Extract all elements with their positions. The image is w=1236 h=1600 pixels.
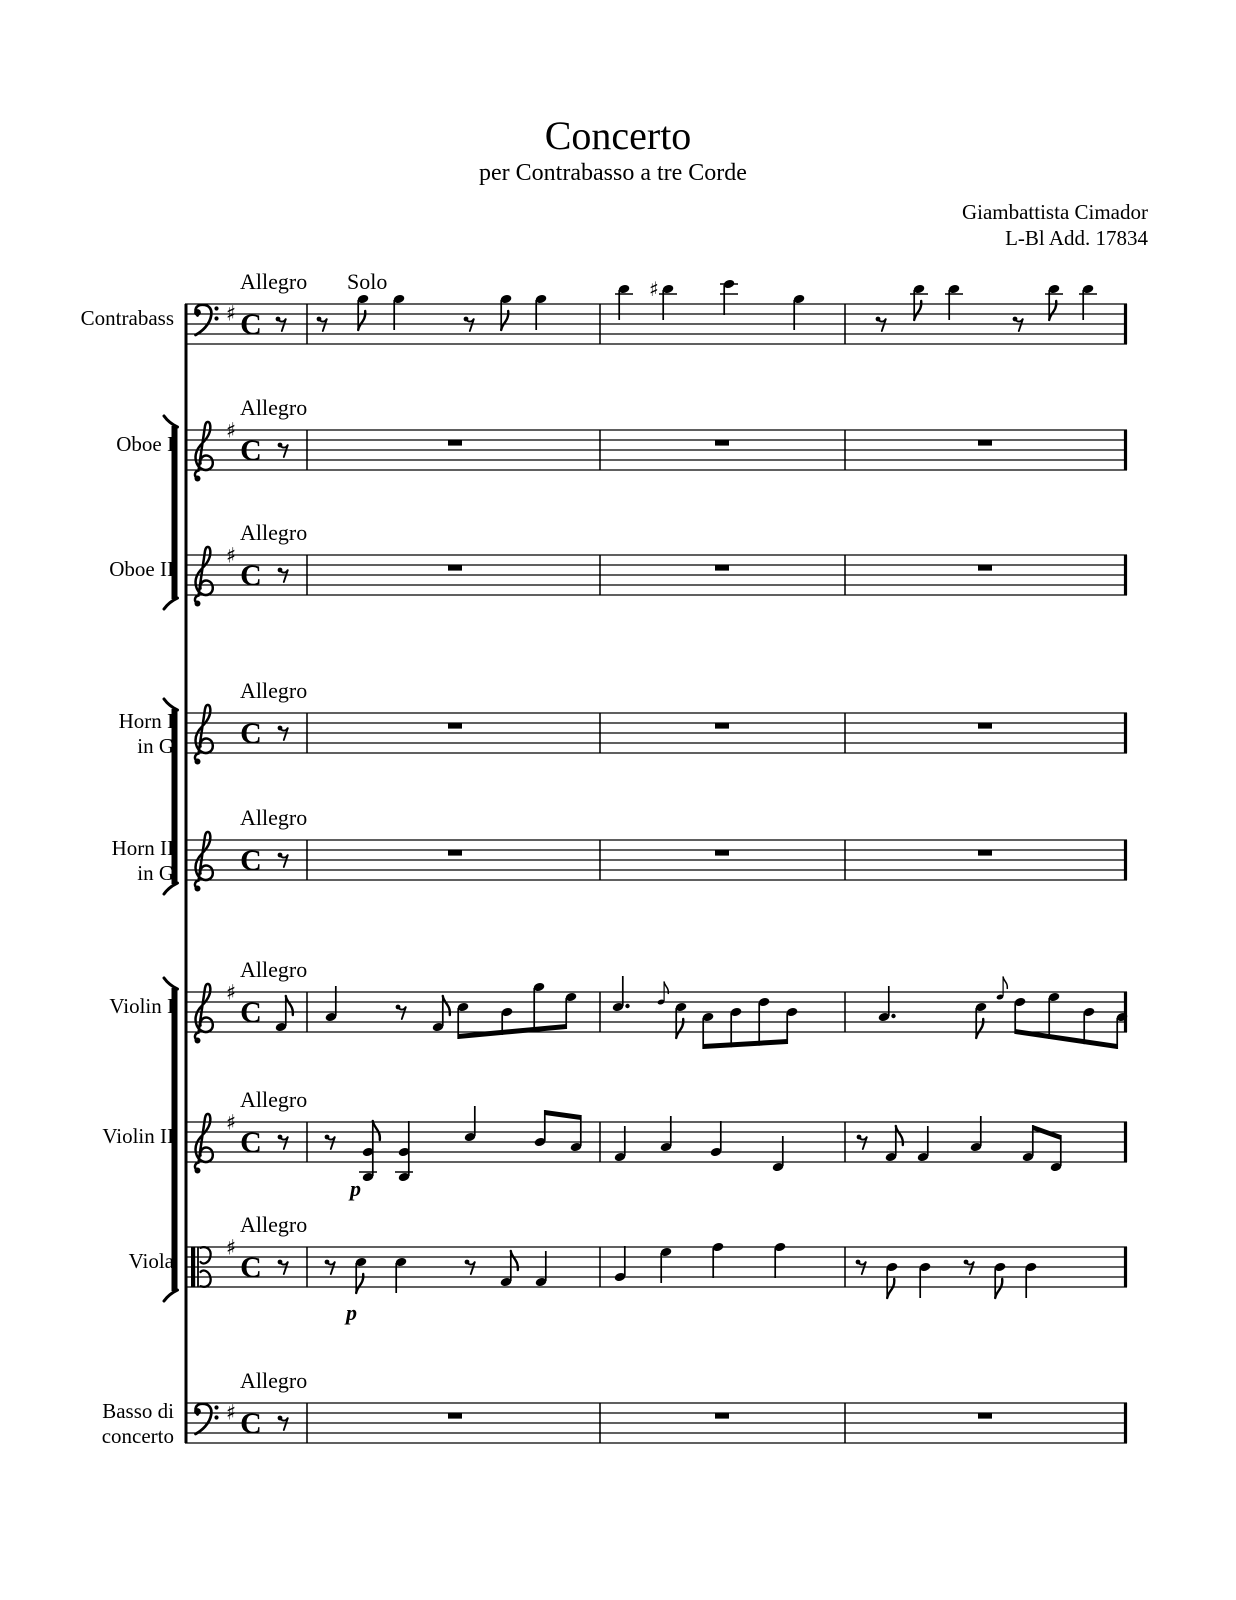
staff-label-line: in G <box>137 861 174 885</box>
svg-text:C: C <box>240 717 262 750</box>
staff-label-basso-di-concerto <box>0 1399 174 1449</box>
solo-marking: Solo <box>347 269 388 294</box>
svg-text:C: C <box>240 844 262 877</box>
staff-label-horn-1 <box>0 709 174 759</box>
page-title: Concerto <box>544 113 692 158</box>
staff-label-line: Violin II <box>102 1124 174 1148</box>
svg-text:C: C <box>240 434 262 467</box>
staff-label-line: Viola <box>128 1249 174 1273</box>
svg-text:C: C <box>240 1407 262 1440</box>
tempo-marking-oboe-1: Allegro <box>240 395 308 420</box>
svg-text:♯: ♯ <box>226 301 237 326</box>
staff-label-line: Contrabass <box>80 306 174 330</box>
staff-label-horn-2 <box>0 836 174 886</box>
staff-label-contrabass <box>0 306 174 331</box>
svg-text:♯: ♯ <box>226 1110 237 1135</box>
tempo-marking-viola: Allegro <box>240 1212 308 1237</box>
catalog-number: L-Bl Add. 17834 <box>1005 226 1148 250</box>
subtitle: per Contrabasso a tre Corde <box>479 160 747 186</box>
svg-text:♯: ♯ <box>226 543 237 568</box>
svg-text:C: C <box>240 559 262 592</box>
svg-text:♯: ♯ <box>226 1400 237 1425</box>
tempo-marking-oboe-2: Allegro <box>240 520 308 545</box>
staff-label-line: Oboe II <box>109 557 174 581</box>
staff-label-line: Horn II <box>111 836 174 860</box>
tempo-marking-horn-1: Allegro <box>240 678 308 703</box>
dynamic-violin-2: p <box>350 1176 361 1201</box>
staff-label-line: Basso di <box>102 1399 174 1423</box>
svg-text:C: C <box>240 1251 262 1284</box>
tempo-marking-violin-2: Allegro <box>240 1087 308 1112</box>
staff-label-line: in G <box>137 734 174 758</box>
tempo-marking-violin-1: Allegro <box>240 957 308 982</box>
staff-label-line: Horn I <box>118 709 174 733</box>
tempo-marking-horn-2: Allegro <box>240 805 308 830</box>
dynamic-viola: p <box>346 1300 357 1325</box>
staff-label-viola <box>0 1249 174 1274</box>
staff-label-violin-1 <box>0 994 174 1019</box>
svg-text:C: C <box>240 996 262 1029</box>
staff-label-line: Oboe I <box>116 432 174 456</box>
svg-text:C: C <box>240 308 262 341</box>
staff-label-violin-2 <box>0 1124 174 1149</box>
composer: Giambattista Cimador <box>961 200 1148 224</box>
svg-text:C: C <box>240 1126 262 1159</box>
svg-text:♯: ♯ <box>649 277 659 301</box>
staff-label-oboe-2 <box>0 557 174 582</box>
tempo-marking-contrabass: Allegro <box>240 269 308 294</box>
tempo-marking-basso-di-concerto: Allegro <box>240 1368 308 1393</box>
staff-label-line: concerto <box>101 1424 174 1448</box>
svg-text:♯: ♯ <box>226 1235 237 1260</box>
svg-text:♯: ♯ <box>226 418 237 443</box>
svg-text:♯: ♯ <box>226 980 237 1005</box>
staff-label-oboe-1 <box>0 432 174 457</box>
staff-label-line: Violin I <box>109 994 174 1018</box>
